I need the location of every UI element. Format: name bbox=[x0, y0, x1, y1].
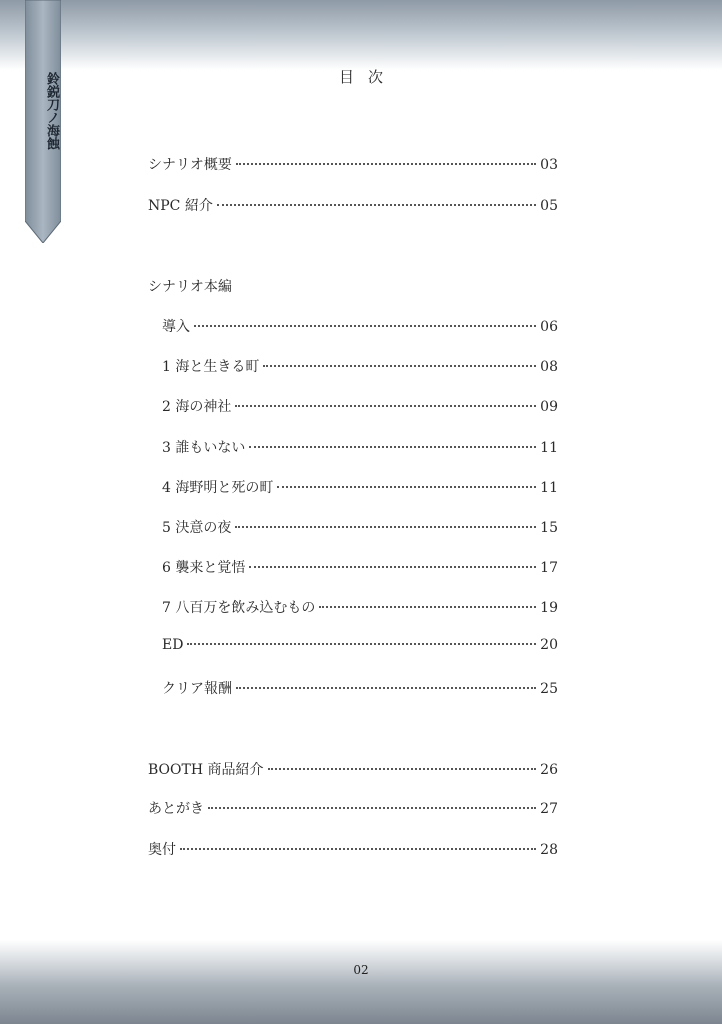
toc-label: 導入 bbox=[162, 319, 190, 335]
dot-leader bbox=[277, 486, 536, 488]
toc-entry-chapter-4[interactable] bbox=[162, 477, 558, 499]
section-title: シナリオ本編 bbox=[148, 279, 232, 295]
dot-leader bbox=[217, 204, 536, 206]
toc-entry-booth[interactable] bbox=[148, 759, 558, 781]
dot-leader bbox=[268, 768, 537, 770]
toc-label: 奥付 bbox=[148, 842, 176, 858]
toc-label: 2 海の神社 bbox=[162, 399, 232, 415]
dot-leader bbox=[187, 643, 536, 645]
toc-entry-clear-reward[interactable] bbox=[162, 678, 558, 700]
toc-entry-intro[interactable] bbox=[162, 316, 558, 338]
toc-label: NPC 紹介 bbox=[148, 198, 213, 214]
toc-label: シナリオ概要 bbox=[148, 157, 232, 173]
dot-leader bbox=[235, 405, 536, 407]
toc-entry-chapter-1[interactable] bbox=[162, 356, 558, 378]
toc-page-number: 15 bbox=[540, 520, 558, 536]
toc-label: BOOTH 商品紹介 bbox=[148, 762, 264, 778]
toc-page-number: 11 bbox=[540, 480, 558, 496]
toc-entry-chapter-6[interactable] bbox=[162, 557, 558, 579]
dot-leader bbox=[236, 687, 536, 689]
toc-page-number: 08 bbox=[540, 359, 558, 375]
dot-leader bbox=[236, 163, 536, 165]
toc-label: 7 八百万を飲み込むもの bbox=[162, 600, 316, 616]
dot-leader bbox=[249, 446, 536, 448]
toc-entry-chapter-2[interactable] bbox=[162, 396, 558, 418]
toc-label: 5 決意の夜 bbox=[162, 520, 232, 536]
page-number: 02 bbox=[353, 963, 369, 977]
toc-page-number: 26 bbox=[540, 762, 558, 778]
page-heading: 目次 bbox=[338, 68, 397, 86]
toc-page-number: 25 bbox=[540, 681, 558, 697]
toc-entry-chapter-5[interactable] bbox=[162, 517, 558, 539]
toc-page-number: 19 bbox=[540, 600, 558, 616]
dot-leader bbox=[263, 365, 536, 367]
toc-entry-scenario-overview[interactable] bbox=[148, 154, 558, 176]
dot-leader bbox=[194, 325, 536, 327]
bottom-background-band bbox=[0, 940, 722, 1024]
toc-label: 6 襲来と覚悟 bbox=[162, 560, 246, 576]
toc-label: 4 海野明と死の町 bbox=[162, 480, 274, 496]
toc-page-number: 11 bbox=[540, 440, 558, 456]
toc-label: あとがき bbox=[148, 801, 204, 817]
dot-leader bbox=[249, 566, 536, 568]
toc-label: 1 海と生きる町 bbox=[162, 359, 260, 375]
toc-entry-chapter-3[interactable] bbox=[162, 437, 558, 459]
toc-page-number: 06 bbox=[540, 319, 558, 335]
toc-entry-afterword[interactable] bbox=[148, 798, 558, 820]
title-ribbon bbox=[25, 0, 61, 243]
toc-entry-chapter-7[interactable] bbox=[162, 597, 558, 619]
dot-leader bbox=[180, 848, 536, 850]
dot-leader bbox=[235, 526, 536, 528]
toc-label: クリア報酬 bbox=[162, 681, 232, 697]
toc-entry-npc[interactable] bbox=[148, 195, 558, 217]
toc-page-number: 27 bbox=[540, 801, 558, 817]
top-background-band bbox=[0, 0, 722, 70]
toc-page-number: 17 bbox=[540, 560, 558, 576]
dot-leader bbox=[208, 807, 536, 809]
ribbon-title: 鈴鋭刀ノ海蝕 bbox=[44, 72, 59, 150]
toc-page-number: 03 bbox=[540, 157, 558, 173]
toc-page-number: 28 bbox=[540, 842, 558, 858]
dot-leader bbox=[319, 606, 536, 608]
toc-entry-ending[interactable] bbox=[162, 637, 558, 659]
toc-page-number: 05 bbox=[540, 198, 558, 214]
toc-page-number: 20 bbox=[540, 637, 558, 653]
toc-entry-colophon[interactable] bbox=[148, 839, 558, 861]
toc-page-number: 09 bbox=[540, 399, 558, 415]
toc-label: ED bbox=[162, 637, 184, 653]
toc-label: 3 誰もいない bbox=[162, 440, 246, 456]
